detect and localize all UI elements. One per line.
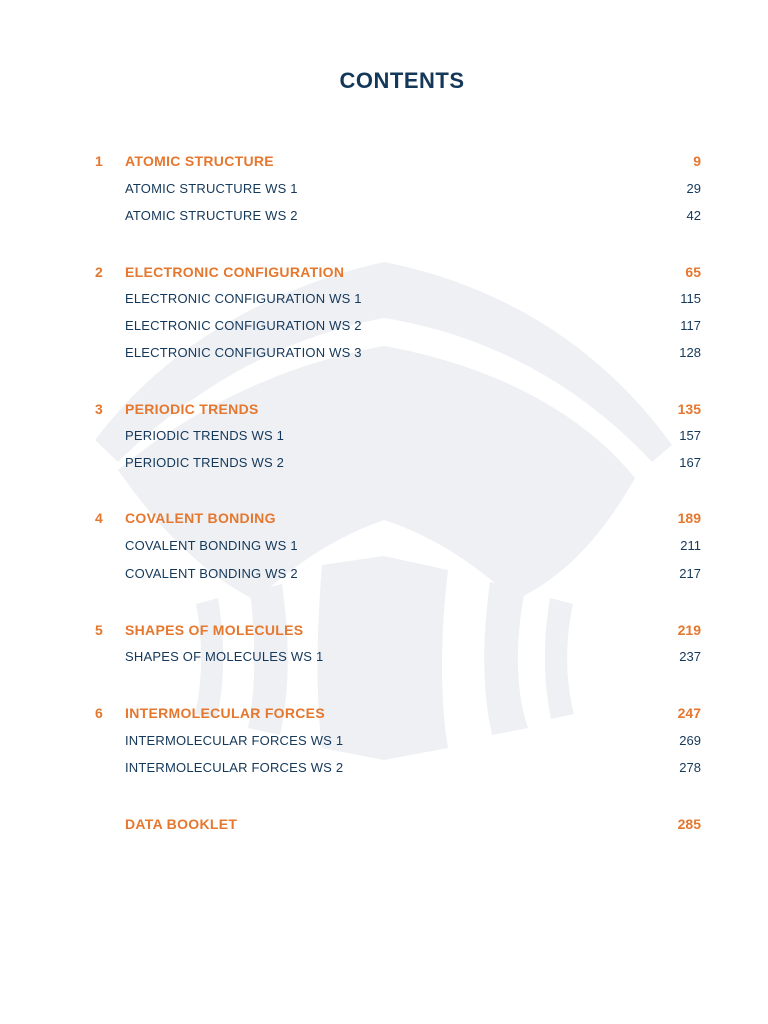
toc-section-periodic-trends[interactable] (0, 401, 768, 421)
item-page: 217 (679, 566, 701, 581)
toc-item[interactable] (0, 733, 768, 753)
item-label: INTERMOLECULAR FORCES WS 1 (125, 733, 344, 748)
toc-item[interactable] (0, 318, 768, 338)
toc-section-electronic-configuration[interactable] (0, 264, 768, 284)
item-label: ELECTRONIC CONFIGURATION WS 3 (125, 345, 362, 360)
item-page: 237 (679, 649, 701, 664)
toc-section-covalent-bonding[interactable] (0, 510, 768, 530)
section-page: 9 (693, 153, 701, 169)
toc-item[interactable] (0, 566, 768, 586)
toc-item[interactable] (0, 345, 768, 365)
section-page: 135 (677, 401, 701, 417)
item-page: 278 (679, 760, 701, 775)
toc-item[interactable] (0, 208, 768, 228)
item-page: 128 (679, 345, 701, 360)
section-number: 1 (95, 153, 103, 169)
item-page: 42 (686, 208, 701, 223)
section-page: 65 (685, 264, 701, 280)
item-page: 29 (686, 181, 701, 196)
item-label: COVALENT BONDING WS 2 (125, 566, 298, 581)
section-number: 5 (95, 622, 103, 638)
section-title: ATOMIC STRUCTURE (125, 153, 274, 169)
section-title: ELECTRONIC CONFIGURATION (125, 264, 345, 280)
page-title: CONTENTS (339, 68, 465, 93)
section-title: PERIODIC TRENDS (125, 401, 259, 417)
section-title: COVALENT BONDING (125, 510, 276, 526)
section-page: 219 (677, 622, 701, 638)
item-label: PERIODIC TRENDS WS 2 (125, 455, 285, 470)
item-label: ATOMIC STRUCTURE WS 1 (125, 181, 298, 196)
toc-item[interactable] (0, 649, 768, 669)
section-number: 3 (95, 401, 103, 417)
section-number: 2 (95, 264, 103, 280)
toc-section-shapes-of-molecules[interactable] (0, 622, 768, 642)
item-page: 157 (679, 428, 701, 443)
toc-item[interactable] (0, 291, 768, 311)
section-page: 189 (677, 510, 701, 526)
item-label: INTERMOLECULAR FORCES WS 2 (125, 760, 344, 775)
section-page: 285 (677, 816, 701, 832)
item-label: ELECTRONIC CONFIGURATION WS 1 (125, 291, 362, 306)
item-page: 167 (679, 455, 701, 470)
toc-item[interactable] (0, 455, 768, 475)
section-title: DATA BOOKLET (125, 816, 238, 832)
toc-section-intermolecular-forces[interactable] (0, 705, 768, 725)
item-label: ELECTRONIC CONFIGURATION WS 2 (125, 318, 362, 333)
item-label: ATOMIC STRUCTURE WS 2 (125, 208, 298, 223)
toc-item[interactable] (0, 538, 768, 558)
toc-item[interactable] (0, 760, 768, 780)
section-page: 247 (677, 705, 701, 721)
toc-section-data-booklet[interactable] (0, 816, 768, 836)
section-number: 6 (95, 705, 103, 721)
section-title: SHAPES OF MOLECULES (125, 622, 304, 638)
toc-item[interactable] (0, 428, 768, 448)
toc-section-atomic-structure[interactable] (0, 153, 768, 173)
section-number: 4 (95, 510, 103, 526)
item-page: 117 (680, 318, 701, 333)
section-title: INTERMOLECULAR FORCES (125, 705, 325, 721)
toc-item[interactable] (0, 181, 768, 201)
item-page: 269 (679, 733, 701, 748)
item-page: 211 (680, 538, 701, 553)
item-label: COVALENT BONDING WS 1 (125, 538, 298, 553)
item-label: PERIODIC TRENDS WS 1 (125, 428, 285, 443)
item-page: 115 (680, 291, 701, 306)
item-label: SHAPES OF MOLECULES WS 1 (125, 649, 324, 664)
